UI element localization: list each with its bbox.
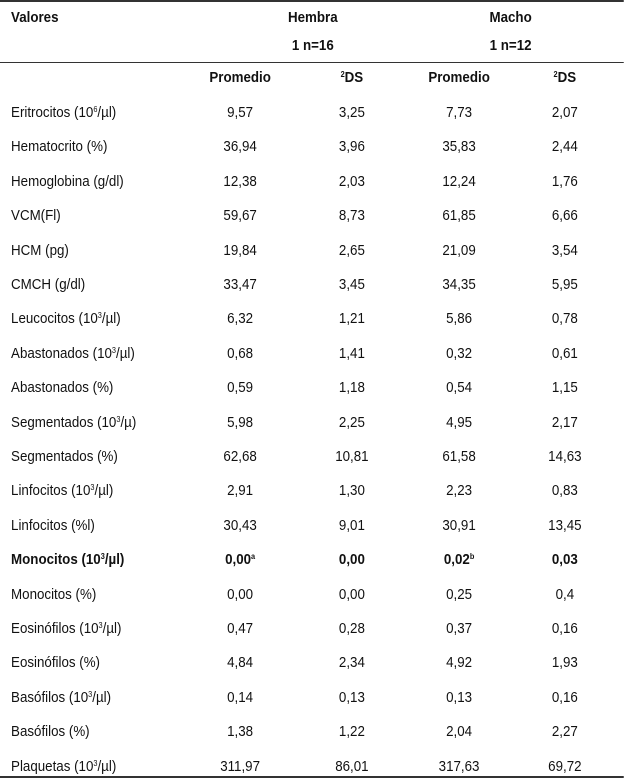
- hembra-ds: 2,34: [338, 655, 365, 672]
- hembra-ds: 1,22: [338, 724, 365, 741]
- table-row: [0, 406, 624, 440]
- table-row: [0, 96, 624, 130]
- header-macho-n: 1 n=12: [489, 38, 532, 54]
- row-label: Basófilos $(10^3/\mu l)$: [11, 689, 112, 706]
- macho-ds: 69,72: [548, 758, 582, 775]
- macho-promedio: 0,02$^b$: [443, 552, 475, 569]
- hembra-ds: 8,73: [338, 208, 365, 225]
- macho-promedio: 35,83: [442, 139, 476, 156]
- macho-ds: 14,63: [548, 449, 582, 465]
- row-label: Segmentados (%): [11, 449, 118, 465]
- row-label: Plaquetas $(10^3/\mu l)$: [11, 758, 117, 775]
- table-row: [0, 646, 624, 680]
- hembra-ds: 86,01: [335, 758, 369, 775]
- row-label: Hemoglobina (g/dl): [11, 173, 124, 190]
- hembra-ds: 1,41: [338, 345, 365, 362]
- macho-ds: 6,66: [551, 208, 578, 225]
- table-row: [0, 509, 624, 543]
- hembra-ds: 0,28: [338, 621, 365, 637]
- macho-promedio: 0,54: [446, 380, 473, 397]
- macho-ds: 0,16: [551, 621, 578, 637]
- row-label: Monocitos (%): [11, 586, 97, 603]
- table-row: [0, 543, 624, 577]
- row-label: HCM (pg): [11, 242, 69, 259]
- row-label: VCM(Fl): [11, 208, 61, 225]
- macho-ds: 0,61: [551, 345, 578, 362]
- macho-ds: 1,93: [551, 655, 578, 672]
- hembra-promedio: 311,97: [220, 758, 261, 775]
- hembra-ds: 2,65: [338, 242, 365, 259]
- header-hembra: Hembra: [287, 10, 338, 26]
- table-row: [0, 268, 624, 302]
- macho-promedio: 30,91: [442, 517, 476, 534]
- macho-ds: 0,78: [551, 311, 578, 328]
- hembra-promedio: 0,14: [227, 689, 254, 706]
- table-row: [0, 715, 624, 749]
- hembra-ds: 3,96: [338, 139, 365, 156]
- macho-promedio: 61,58: [442, 449, 476, 465]
- row-label: Eosinófilos $(10^3/\mu l)$: [11, 621, 122, 637]
- hembra-ds: 3,45: [338, 277, 365, 293]
- macho-ds: 2,44: [551, 139, 578, 156]
- hembra-ds: 2,03: [338, 173, 365, 190]
- hembra-promedio: 0,68: [227, 345, 254, 362]
- hembra-ds: 1,21: [338, 311, 365, 328]
- hembra-promedio: 0,00$^a$: [225, 552, 256, 569]
- bottom-rule: [0, 776, 624, 778]
- macho-promedio: 7,73: [446, 105, 473, 121]
- table-row: [0, 612, 624, 646]
- hembra-promedio: 9,57: [227, 105, 254, 121]
- hembra-ds: 0,13: [338, 689, 365, 706]
- hembra-ds: 1,18: [338, 380, 365, 397]
- header-valores: Valores: [11, 10, 59, 26]
- macho-promedio: 4,92: [446, 655, 473, 672]
- macho-ds: 1,76: [551, 173, 578, 190]
- row-label: Hematocrito (%): [11, 139, 108, 156]
- macho-promedio: 4,95: [446, 414, 473, 431]
- row-label: Linfocitos (%l): [11, 517, 95, 534]
- header-macho-promedio: Promedio: [428, 70, 490, 86]
- row-label: Segmentados $(10^3/\mu)$: [11, 414, 137, 431]
- table-row: [0, 578, 624, 612]
- macho-ds: 5,95: [551, 277, 578, 293]
- macho-promedio: 0,13: [446, 689, 473, 706]
- macho-ds: 2,27: [551, 724, 578, 741]
- hembra-promedio: 1,38: [227, 724, 254, 741]
- macho-promedio: 12,24: [442, 173, 476, 190]
- table-row: [0, 199, 624, 233]
- macho-promedio: 34,35: [442, 277, 476, 293]
- table-row: [0, 130, 624, 164]
- macho-promedio: 21,09: [442, 242, 476, 259]
- macho-ds: 0,16: [551, 689, 578, 706]
- macho-promedio: 0,25: [446, 586, 473, 603]
- hembra-promedio: 4,84: [227, 655, 254, 672]
- hembra-promedio: 6,32: [227, 311, 254, 328]
- hembra-promedio: 0,47: [227, 621, 254, 637]
- macho-ds: 2,17: [551, 414, 578, 431]
- header-macho-ds: $^2$DS: [553, 70, 577, 86]
- hembra-ds: 9,01: [338, 517, 365, 534]
- table-row: [0, 750, 624, 784]
- header-hembra-n: 1 n=16: [291, 38, 334, 54]
- table-row: [0, 440, 624, 474]
- row-label: Linfocitos $(10^3/\mu l)$: [11, 483, 114, 500]
- macho-promedio: 5,86: [446, 311, 473, 328]
- table-row: [0, 234, 624, 268]
- table-row: [0, 681, 624, 715]
- row-label: Leucocitos $(10^3/\mu l)$: [11, 311, 121, 328]
- table-row: [0, 371, 624, 405]
- header-row-2: [0, 29, 624, 63]
- hembra-promedio: 0,59: [227, 380, 254, 397]
- hembra-promedio: 12,38: [223, 173, 257, 190]
- macho-promedio: 0,37: [446, 621, 473, 637]
- macho-ds: 3,54: [551, 242, 578, 259]
- macho-promedio: 61,85: [442, 208, 476, 225]
- macho-ds: 2,07: [551, 105, 578, 121]
- row-label: Monocitos $(10^3/\mu l)$: [11, 552, 125, 569]
- table-row: [0, 302, 624, 336]
- macho-promedio: 2,23: [446, 483, 473, 500]
- hembra-ds: 2,25: [338, 414, 365, 431]
- row-label: Eritrocitos $(10^6/\mu l)$: [11, 105, 117, 121]
- table-row: [0, 337, 624, 371]
- macho-promedio: 0,32: [446, 345, 473, 362]
- hembra-promedio: 62,68: [223, 449, 257, 465]
- hembra-promedio: 33,47: [223, 277, 257, 293]
- row-label: Abastonados (%): [11, 380, 114, 397]
- macho-ds: 1,15: [551, 380, 578, 397]
- macho-promedio: 2,04: [446, 724, 473, 741]
- hembra-ds: 10,81: [335, 449, 369, 465]
- table-row: [0, 474, 624, 508]
- header-row-3: [0, 61, 624, 95]
- header-hembra-promedio: Promedio: [209, 70, 271, 86]
- macho-ds: 0,4: [555, 586, 575, 603]
- hembra-promedio: 2,91: [227, 483, 254, 500]
- hembra-promedio: 36,94: [223, 139, 257, 156]
- hembra-promedio: 19,84: [223, 242, 257, 259]
- hembra-ds: 1,30: [338, 483, 365, 500]
- row-label: Abastonados $(10^3/\mu l)$: [11, 345, 135, 362]
- hembra-promedio: 0,00: [227, 586, 254, 603]
- row-label: Eosinófilos (%): [11, 655, 101, 672]
- header-macho: Macho: [489, 10, 532, 26]
- hembra-ds: 3,25: [338, 105, 365, 121]
- table-row: [0, 165, 624, 199]
- macho-promedio: 317,63: [438, 758, 480, 775]
- row-label: Basófilos (%): [11, 724, 90, 741]
- row-label: CMCH (g/dl): [11, 277, 86, 293]
- header-hembra-ds: $^2$DS: [340, 70, 364, 86]
- hembra-ds: 0,00: [338, 586, 365, 603]
- hembra-promedio: 30,43: [223, 517, 257, 534]
- hembra-promedio: 5,98: [227, 414, 254, 431]
- macho-ds: 13,45: [548, 517, 582, 534]
- macho-ds: 0,83: [551, 483, 578, 500]
- hembra-ds: 0,00: [338, 552, 365, 569]
- hembra-promedio: 59,67: [223, 208, 257, 225]
- macho-ds: 0,03: [551, 552, 578, 569]
